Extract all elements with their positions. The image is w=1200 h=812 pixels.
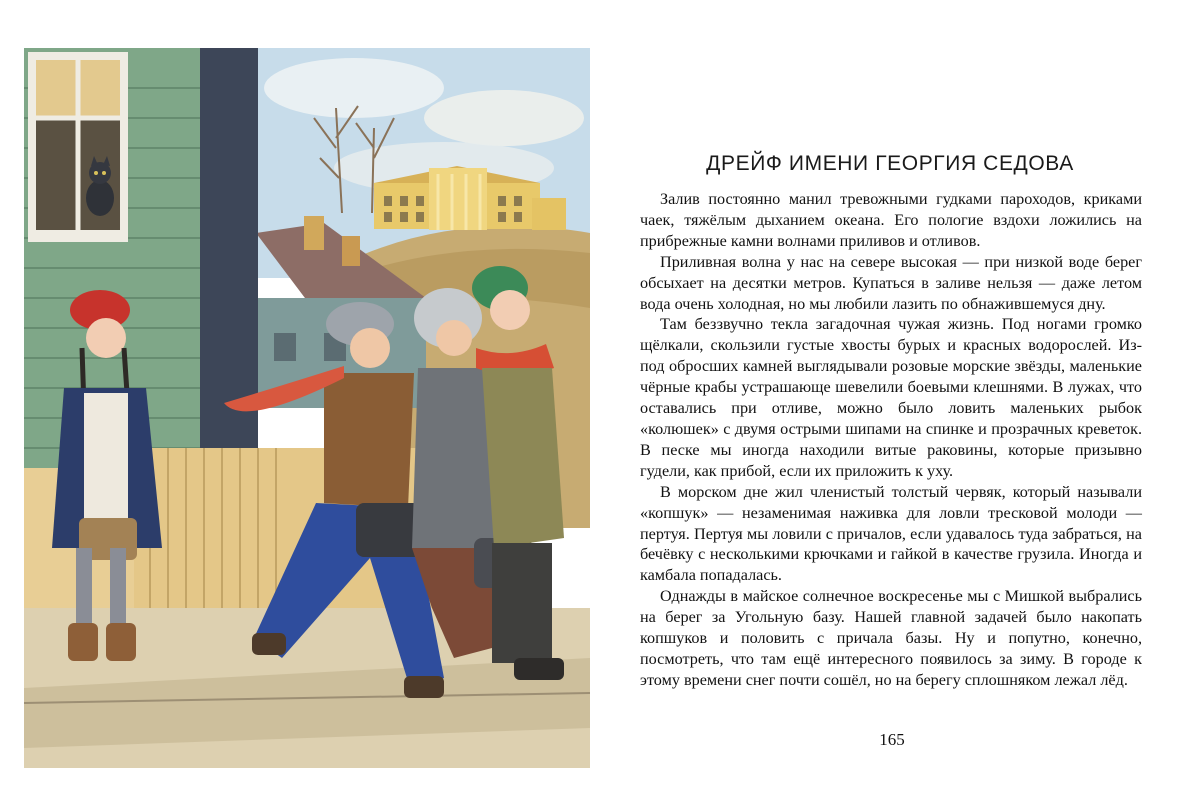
- chapter-title: ДРЕЙФ ИМЕНИ ГЕОРГИЯ СЕДОВА: [706, 152, 1074, 175]
- dark-wall: [200, 48, 258, 488]
- paragraph: Однажды в майское солнечное воскресенье мы с Мишкой выбрались на берег за Угольную базу. Нашей главной задачей было накопать копшуков и половить с причала базы. Ну и попутно, конечно, посмотреть, что там ещё интересного появилось за зиму. В городе к этому времени снег почти сошёл, но на берегу сплошняком лежал лёд.: [640, 587, 1142, 689]
- chapter-text: [640, 189, 1142, 691]
- paragraph: Приливная волна у нас на севере высокая — при низкой воде берег обсыхает на десятки метров. Купаться в заливе нельзя — даже летом вода очень холодная, но мы любили лазить по обнажившемуся дну.: [640, 252, 1142, 313]
- illustration: [24, 48, 590, 768]
- paragraph: В морском дне жил членистый толстый червяк, который называли «копшук» — незаменимая наживка для ловли тресковой молоди — пертуя. Пертуя мы ловили с причалов, если удавалось туда забраться, на бечёвку с несколькими крючками и гайкой в качестве грузила. Иногда и камбала попадалась.: [640, 482, 1142, 585]
- right-page: [600, 0, 1200, 812]
- paragraph: Там беззвучно текла загадочная чужая жизнь. Под ногами громко щёлкали, скользили густые хвосты бурых и красных водорослей. Из-под обросших камней выглядывали розовые морские звёзды, маленькие чёрные крабы устрашающе шевелили боевыми клешнями. В лужах, что оставались при отливе, можно было ловить маленьких рыбок «колюшек» с двумя острыми шипами на спинке и прозрачных креветок. В песке мы иногда находили витые раковины, которые призывно гудели, как прибой, если их приложить к уху.: [640, 315, 1142, 480]
- page-number: 165: [879, 730, 905, 749]
- paragraph: Залив постоянно манил тревожными гудками пароходов, криками чаек, тяжёлым дыханием океана. Его пологие вздохи ложились на прибрежные камни волнами приливов и отливов.: [640, 190, 1142, 250]
